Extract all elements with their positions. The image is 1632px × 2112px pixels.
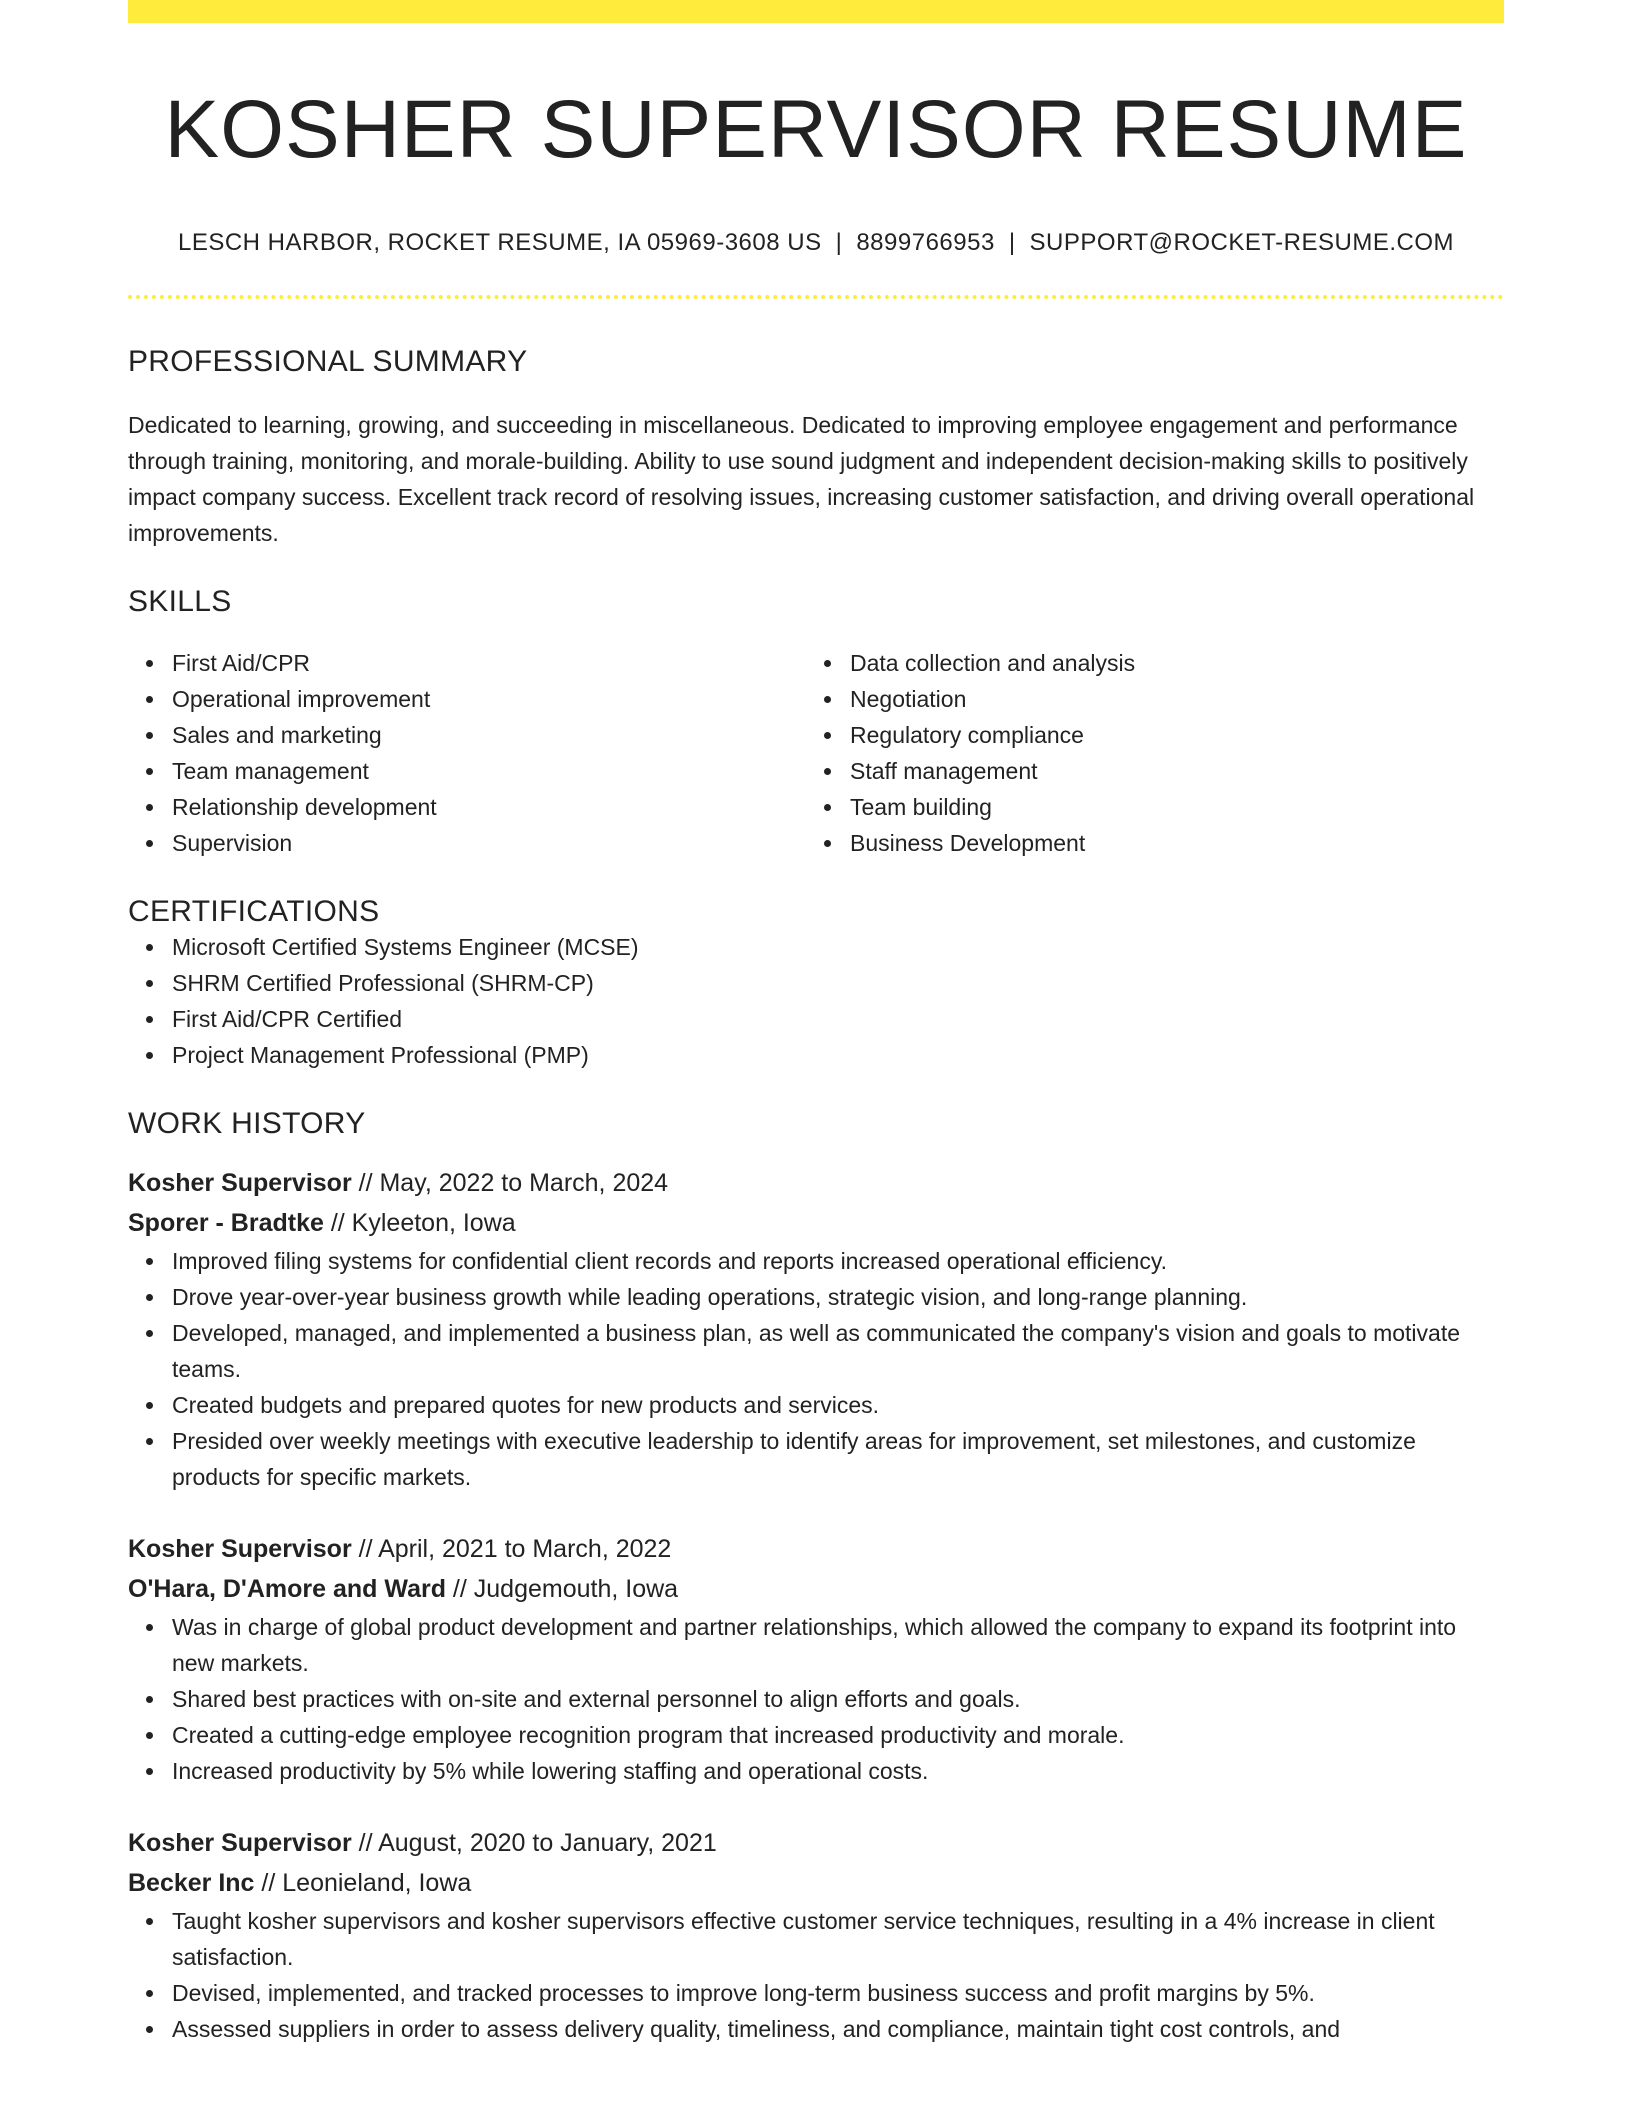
skill-item: Business Development [850,825,1484,861]
job-bullet: Presided over weekly meetings with executive leadership to identify areas for improvement, set milestones, and customize products for specific markets. [172,1423,1504,1495]
contact-phone: 8899766953 [856,229,995,257]
job-bullet: Created a cutting-edge employee recognition program that increased productivity and morale. [172,1717,1504,1753]
job-company: Becker Inc [128,1869,255,1898]
section-heading-work-history: WORK HISTORY [128,1107,366,1141]
section-heading-skills: SKILLS [128,585,232,619]
skill-item: Team management [172,753,806,789]
job-entry [128,1163,1504,1495]
skill-item: Team building [850,789,1484,825]
job-dates: // August, 2020 to January, 2021 [358,1829,717,1858]
contact-separator: | [1008,229,1016,257]
job-dates: // May, 2022 to March, 2024 [358,1169,669,1198]
job-entry [128,1529,1504,1789]
skill-item: Relationship development [172,789,806,825]
skill-item: Supervision [172,825,806,861]
job-bullet: Improved filing systems for confidential client records and reports increased operational efficiency. [172,1243,1504,1279]
job-company-line [128,1203,1504,1243]
summary-text: Dedicated to learning, growing, and succeeding in miscellaneous. Dedicated to improving employee engagement and performance through training, monitoring, and morale-building. Ability to use sound judgment and independent decision-making skills to positively impact company success. Excellent track record of resolving issues, increasing customer satisfaction, and driving overall operational improvements. [128,412,1475,547]
certification-item: Microsoft Certified Systems Engineer (MCSE) [172,929,1504,965]
skill-item: Sales and marketing [172,717,806,753]
accent-top-bar [128,0,1504,23]
skills-section [128,585,1504,861]
certification-item: SHRM Certified Professional (SHRM-CP) [172,965,1504,1001]
skill-item: Operational improvement [172,681,806,717]
job-bullet: Taught kosher supervisors and kosher supervisors effective customer service techniques, resulting in a 4% increase in client satisfaction. [172,1903,1504,1975]
job-bullet: Devised, implemented, and tracked processes to improve long-term business success and profit margins by 5%. [172,1975,1504,2011]
job-title-line [128,1163,1504,1203]
section-heading-certifications: CERTIFICATIONS [128,895,380,929]
certification-item: Project Management Professional (PMP) [172,1037,1504,1073]
job-bullet: Shared best practices with on-site and external personnel to align efforts and goals. [172,1681,1504,1717]
skill-item: Staff management [850,753,1484,789]
job-company-line [128,1569,1504,1609]
work-history-section [128,1107,1504,2047]
job-bullets [128,1903,1504,2047]
certification-item: First Aid/CPR Certified [172,1001,1504,1037]
job-bullet: Was in charge of global product development and partner relationships, which allowed the company to expand its footprint into new markets. [172,1609,1504,1681]
job-company: O'Hara, D'Amore and Ward [128,1575,446,1604]
job-title: Kosher Supervisor [128,1535,352,1564]
job-title-line [128,1529,1504,1569]
professional-summary-section [128,345,1504,551]
job-bullet: Assessed suppliers in order to assess delivery quality, timeliness, and compliance, maintain tight cost controls, and [172,2011,1504,2047]
job-bullets [128,1609,1504,1789]
skills-column-left [128,645,806,861]
job-dates: // April, 2021 to March, 2022 [358,1535,672,1564]
skill-item: First Aid/CPR [172,645,806,681]
skill-item: Data collection and analysis [850,645,1484,681]
job-title-line [128,1823,1504,1863]
job-entry [128,1823,1504,2047]
job-bullet: Developed, managed, and implemented a business plan, as well as communicated the company's vision and goals to motivate teams. [172,1315,1504,1387]
resume-title: KOSHER SUPERVISOR RESUME [164,84,1468,175]
job-company-line [128,1863,1504,1903]
job-bullet: Increased productivity by 5% while lowering staffing and operational costs. [172,1753,1504,1789]
skill-item: Regulatory compliance [850,717,1484,753]
skills-column-right [806,645,1484,861]
job-bullet: Created budgets and prepared quotes for new products and services. [172,1387,1504,1423]
section-heading-summary: PROFESSIONAL SUMMARY [128,345,528,379]
skill-item: Negotiation [850,681,1484,717]
contact-address: LESCH HARBOR, ROCKET RESUME, IA 05969-3608 US [177,229,822,257]
skills-grid [128,645,1504,861]
header-divider [128,295,1504,299]
certifications-list [128,929,1504,1073]
contact-separator: | [835,229,843,257]
contact-line [128,229,1504,257]
job-location: // Judgemouth, Iowa [452,1575,679,1604]
job-location: // Kyleeton, Iowa [330,1209,516,1238]
contact-email: SUPPORT@ROCKET-RESUME.COM [1029,229,1455,257]
certifications-section [128,895,1504,1073]
job-title: Kosher Supervisor [128,1169,352,1198]
job-bullets [128,1243,1504,1495]
job-location: // Leonieland, Iowa [261,1869,472,1898]
resume-page [128,0,1504,2047]
job-bullet: Drove year-over-year business growth while leading operations, strategic vision, and long-range planning. [172,1279,1504,1315]
job-company: Sporer - Bradtke [128,1209,324,1238]
job-title: Kosher Supervisor [128,1829,352,1858]
